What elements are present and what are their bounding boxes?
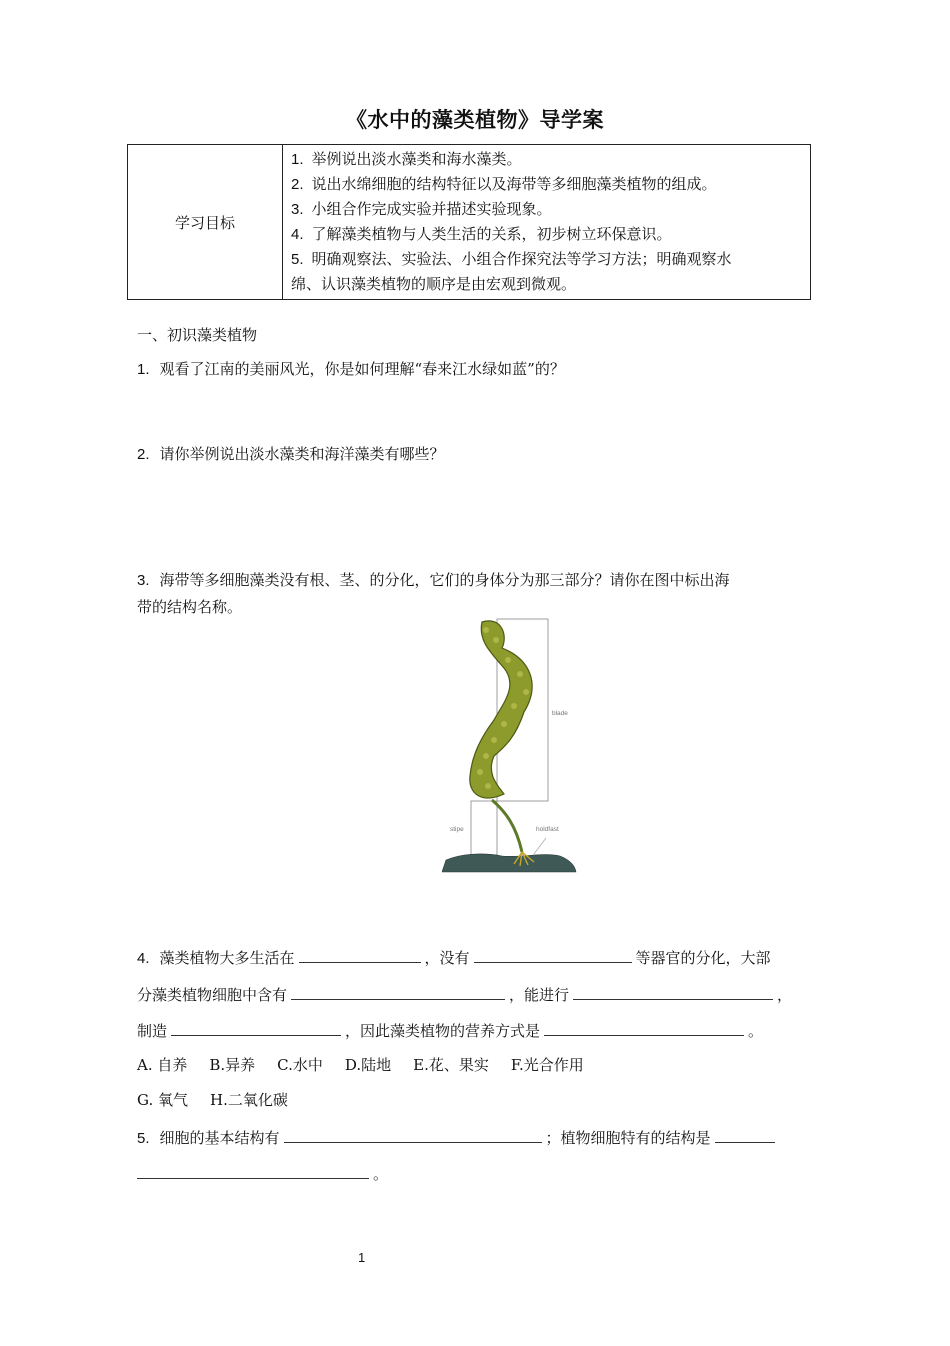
goals-list xyxy=(283,145,811,300)
question-4-options-1: A. 自养 B.异养 C.水中 D.陆地 E.花、果实 F.光合作用 xyxy=(137,1056,584,1074)
answer-blank[interactable] xyxy=(299,946,421,963)
answer-blank[interactable] xyxy=(573,983,773,1000)
question-5: 5. 细胞的基本结构有 ；植物细胞特有的结构是 xyxy=(137,1126,779,1149)
answer-blank[interactable] xyxy=(291,983,505,1000)
stipe-bracket xyxy=(471,801,497,855)
answer-blank[interactable] xyxy=(544,1019,744,1036)
goal-item: 1. 举例说出淡水藻类和海水藻类。 xyxy=(291,150,522,168)
page-number: 1 xyxy=(358,1250,366,1265)
answer-blank[interactable] xyxy=(715,1126,775,1143)
document-title: 《水中的藻类植物》导学案 xyxy=(346,108,604,132)
goal-item: 2. 说出水绵细胞的结构特征以及海带等多细胞藻类植物的组成。 xyxy=(291,175,717,193)
question-4-line-2: 分藻类植物细胞中含有 ，能进行 ， xyxy=(137,983,792,1005)
question-5-continuation: 。 xyxy=(137,1162,388,1184)
question-3: 3. 海带等多细胞藻类没有根、茎、的分化，它们的身体分为那三部分？请你在图中标出海 xyxy=(137,571,730,589)
question-4-line-1: 4. 藻类植物大多生活在 ，没有 等器官的分化，大部 xyxy=(137,946,771,969)
answer-blank[interactable] xyxy=(474,946,632,963)
question-4-line-3: 制造 ，因此藻类植物的营养方式是 。 xyxy=(137,1019,763,1041)
stipe-shape xyxy=(492,800,522,852)
question-2: 2. 请你举例说出淡水藻类和海洋藻类有哪些？ xyxy=(137,445,445,463)
goal-item-continuation: 绵、认识藻类植物的顺序是由宏观到微观。 xyxy=(291,275,577,293)
goal-item: 3. 小组合作完成实验并描述实验现象。 xyxy=(291,200,552,218)
question-3-continuation: 带的结构名称。 xyxy=(137,598,243,616)
rock-shape xyxy=(442,854,576,872)
question-1: 1. 观看了江南的美丽风光，你是如何理解“春来江水绿如蓝”的？ xyxy=(137,360,565,378)
question-4-options-2: G. 氧气 H.二氧化碳 xyxy=(137,1091,288,1109)
kelp-figure xyxy=(442,616,578,874)
learning-goals-table xyxy=(127,144,811,300)
label-holdfast: holdfast xyxy=(536,826,559,833)
section-heading: 一、初识藻类植物 xyxy=(137,326,258,344)
goal-item: 4. 了解藻类植物与人类生活的关系，初步树立环保意识。 xyxy=(291,225,672,243)
goals-header: 学习目标 xyxy=(128,145,283,300)
answer-blank[interactable] xyxy=(137,1162,369,1179)
goal-item: 5. 明确观察法、实验法、小组合作探究法等学习方法；明确观察水 xyxy=(291,250,732,268)
label-blade: blade xyxy=(552,710,568,717)
answer-blank[interactable] xyxy=(284,1126,542,1143)
answer-blank[interactable] xyxy=(171,1019,341,1036)
kelp-illustration xyxy=(442,616,578,874)
holdfast-pointer xyxy=(534,838,546,854)
label-stipe: stipe xyxy=(450,826,464,833)
